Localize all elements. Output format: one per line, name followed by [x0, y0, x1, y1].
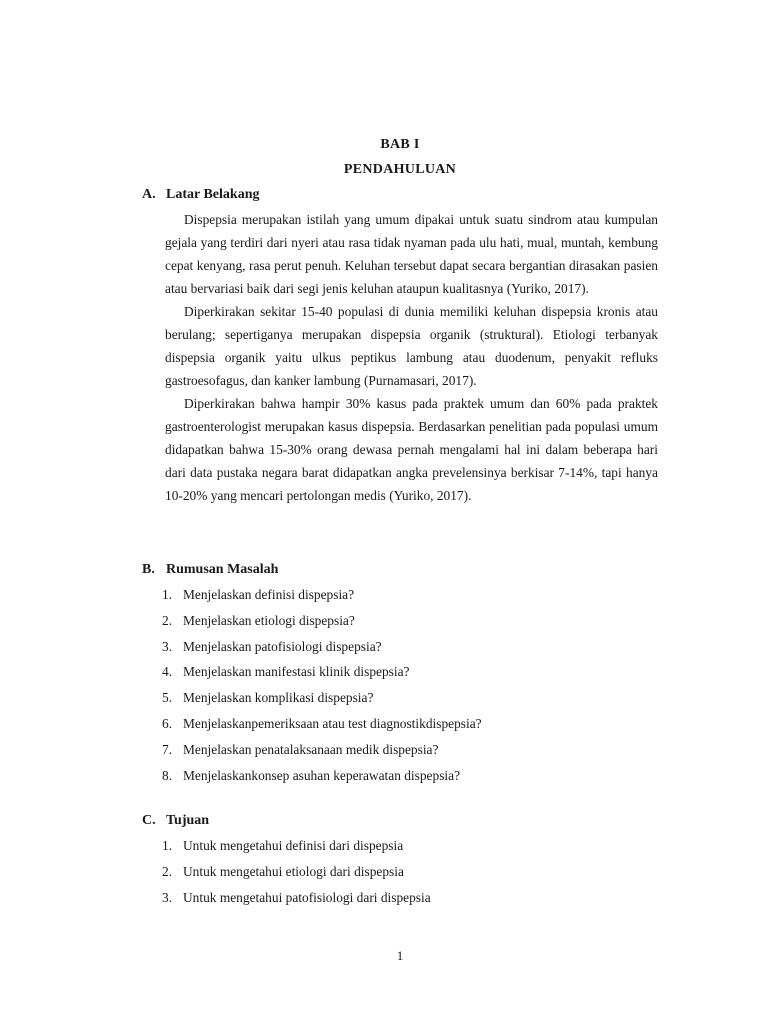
section-c-letter: C. [142, 813, 156, 828]
list-item-text: Untuk mengetahui patofisiologi dari dispepsia [183, 889, 431, 905]
section-c-heading [142, 813, 209, 829]
paragraph: Diperkirakan bahwa hampir 30% kasus pada praktek umum dan 60% pada praktek gastroenterologist merupakan kasus dispepsia. Berdasarkan penelitian pada populasi umum didapatkan bahwa 15-30% orang dewasa pernah mengalami hal ini dalam beberapa hari dari data pustaka negara barat didapatkan angka prevelensinya berkisar 7-14%, tapi hanya 10-20% yang mencari pertolongan medis (Yuriko, 2017). [165, 396, 658, 503]
section-a-letter: A. [142, 187, 156, 202]
list-item-number: 4. [162, 664, 173, 680]
list-item [162, 737, 482, 763]
list-item-number: 5. [162, 690, 173, 706]
list-item-number: 2. [162, 612, 173, 628]
list-item-number: 6. [162, 715, 173, 731]
list-item [162, 859, 431, 885]
list-item [162, 833, 431, 859]
list-item-text: Menjelaskan definisi dispepsia? [183, 587, 355, 602]
list-item [162, 608, 482, 634]
list-item [162, 685, 482, 711]
list-item-number: 1. [162, 838, 173, 853]
list-item-text: Menjelaskan penatalaksanaan medik dispepsia? [183, 741, 439, 757]
section-b-letter: B. [142, 562, 155, 577]
chapter-label: BAB I [380, 137, 420, 152]
list-item-number: 3. [162, 638, 173, 654]
paragraph: Dispepsia merupakan istilah yang umum dipakai untuk suatu sindrom atau kumpulan gejala yang terdiri dari nyeri atau rasa tidak nyaman pada ulu hati, mual, muntah, kembung cepat kenyang, rasa perut penuh. Keluhan tersebut dapat secara bergantian dirasakan pasien atau bervariasi baik dari segi jenis keluhan ataupun kualitasnya (Yuriko, 2017). [165, 212, 658, 296]
list-item [162, 634, 482, 660]
section-a-title: Latar Belakang [166, 187, 260, 202]
list-item-text: Untuk mengetahui etiologi dari dispepsia [183, 863, 404, 879]
list-item-text: Menjelaskan patofisiologi dispepsia? [183, 638, 382, 654]
paragraph: Diperkirakan sekitar 15-40 populasi di dunia memiliki keluhan dispepsia kronis atau berulang; sepertiganya merupakan dispepsia organik (struktural). Etiologi terbanyak dispepsia organik yaitu ulkus peptikus lambung atau duodenum, penyakit refluks gastroesofagus, dan kanker lambung (Purnamasari, 2017). [165, 304, 658, 388]
chapter-title: PENDAHULUAN [343, 162, 457, 177]
section-b-title: Rumusan Masalah [166, 562, 279, 577]
section-a-body [165, 208, 658, 507]
section-a-heading [142, 187, 259, 203]
section-c-title: Tujuan [166, 813, 210, 828]
list-item [162, 763, 482, 789]
list-item [162, 582, 482, 608]
list-item-text: Menjelaskan etiologi dispepsia? [183, 612, 355, 628]
tujuan-list [162, 833, 431, 910]
list-item-number: 2. [162, 863, 173, 879]
list-item [162, 711, 482, 737]
list-item-text: Menjelaskan komplikasi dispepsia? [183, 690, 374, 706]
list-item-text: Menjelaskankonsep asuhan keperawatan dispepsia? [183, 767, 461, 783]
page-number: 1 [396, 948, 404, 963]
list-item-number: 7. [162, 741, 173, 757]
list-item-number: 8. [162, 767, 173, 783]
rumusan-masalah-list [162, 582, 482, 788]
list-item-number: 1. [162, 587, 173, 602]
list-item-text: Menjelaskanpemeriksaan atau test diagnostikdispepsia? [183, 715, 482, 731]
list-item-text: Untuk mengetahui definisi dari dispepsia [183, 838, 404, 853]
list-item [162, 659, 482, 685]
section-b-heading [142, 562, 278, 578]
list-item-number: 3. [162, 889, 173, 905]
list-item [162, 885, 431, 911]
list-item-text: Menjelaskan manifestasi klinik dispepsia? [183, 664, 410, 680]
